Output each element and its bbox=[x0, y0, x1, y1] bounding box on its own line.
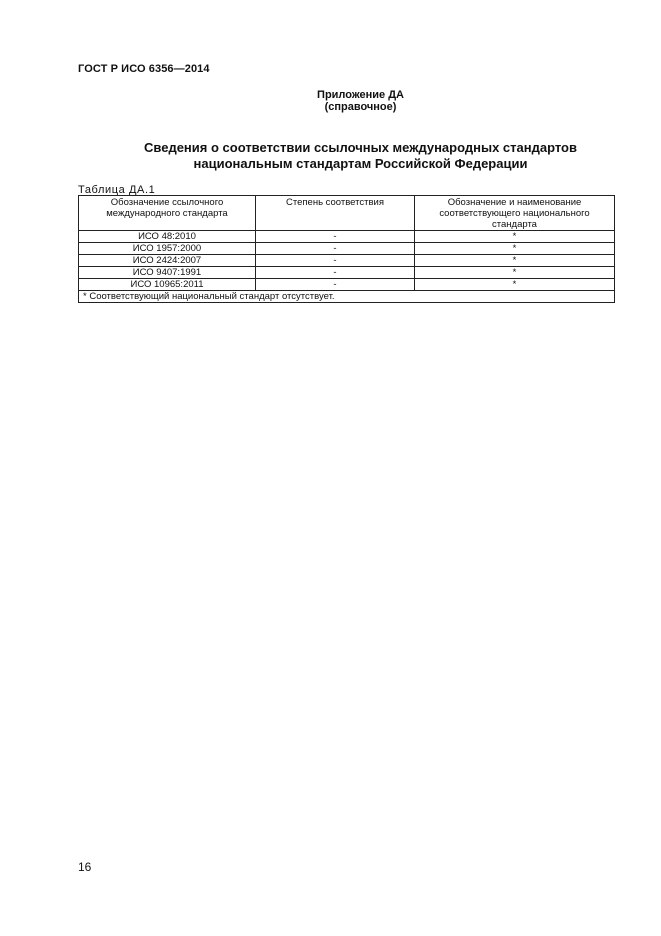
cell-degree: - bbox=[256, 255, 415, 267]
table-row bbox=[79, 231, 615, 243]
document-code: ГОСТ Р ИСО 6356—2014 bbox=[78, 63, 210, 75]
table-row bbox=[79, 279, 615, 291]
cell-degree: - bbox=[256, 267, 415, 279]
cell-national: * bbox=[415, 231, 615, 243]
cell-national: * bbox=[415, 243, 615, 255]
cell-reference: ИСО 10965:2011 bbox=[79, 279, 256, 291]
header-degree-of-correspondence: Степень соответствия bbox=[256, 196, 415, 231]
table-row bbox=[79, 243, 615, 255]
header-reference-standard: Обозначение ссылочного международного стандарта bbox=[79, 196, 256, 231]
table-footnote: * Соответствующий национальный стандарт отсутствует. bbox=[79, 291, 615, 303]
appendix-title: Приложение ДА bbox=[317, 89, 404, 101]
appendix-subtitle: (справочное) bbox=[324, 101, 397, 113]
table-caption: Таблица ДА.1 bbox=[78, 184, 156, 196]
cell-degree: - bbox=[256, 231, 415, 243]
standards-correspondence-table bbox=[78, 195, 615, 303]
table-row bbox=[79, 255, 615, 267]
cell-reference: ИСО 48:2010 bbox=[79, 231, 256, 243]
cell-reference: ИСО 1957:2000 bbox=[79, 243, 256, 255]
cell-degree: - bbox=[256, 279, 415, 291]
cell-national: * bbox=[415, 255, 615, 267]
section-title-line2: национальным стандартам Российской Федерации bbox=[193, 156, 528, 171]
header-national-standard: Обозначение и наименование соответствующего национального стандарта bbox=[415, 196, 615, 231]
section-title-line1: Сведения о соответствии ссылочных международных стандартов bbox=[144, 140, 577, 155]
table-header-row bbox=[79, 196, 615, 231]
cell-national: * bbox=[415, 279, 615, 291]
cell-national: * bbox=[415, 267, 615, 279]
cell-degree: - bbox=[256, 243, 415, 255]
table-row bbox=[79, 267, 615, 279]
cell-reference: ИСО 9407:1991 bbox=[79, 267, 256, 279]
table-footnote-row bbox=[79, 291, 615, 303]
page-number: 16 bbox=[78, 860, 92, 874]
cell-reference: ИСО 2424:2007 bbox=[79, 255, 256, 267]
